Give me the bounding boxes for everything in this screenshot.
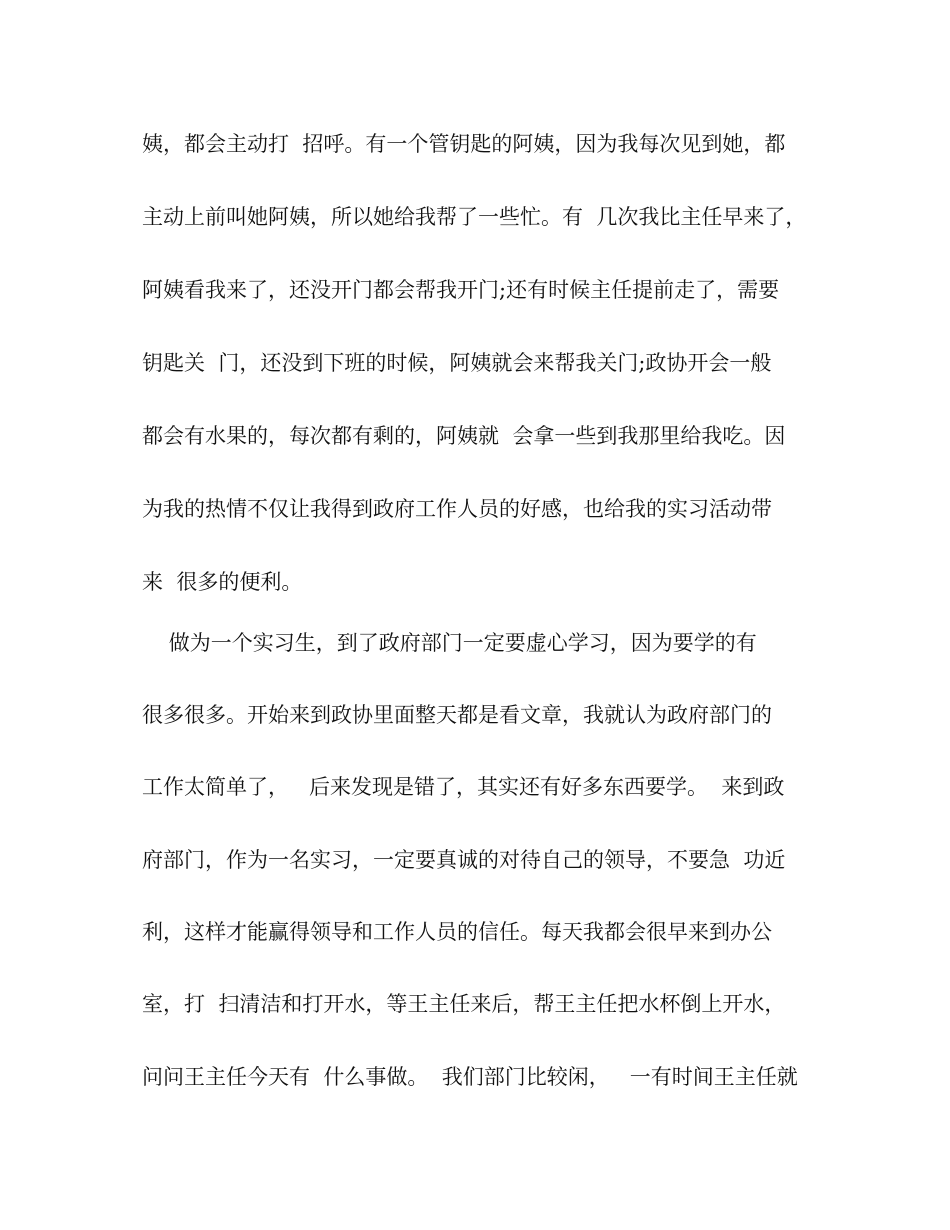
- text-line: 来 很多的便利。: [142, 570, 303, 594]
- text-line: 主动上前叫她阿姨，所以她给我帮了一些忙。有 几次我比主任早来了，: [142, 205, 807, 229]
- text-line: 钥匙关 门，还没到下班的时候，阿姨就会来帮我关门;政协开会一般: [142, 351, 772, 375]
- text-line: 府部门，作为一名实习，一定要真诚的对待自己的领导，不要急 功近: [142, 848, 786, 872]
- text-line: 为我的热情不仅让我得到政府工作人员的好感，也给我的实习活动带: [142, 497, 772, 521]
- text-line: 工作太简单了， 后来发现是错了，其实还有好多东西要学。 来到政: [142, 775, 785, 799]
- text-line: 很多很多。开始来到政协里面整天都是看文章，我就认为政府部门的: [142, 703, 772, 727]
- text-line: 利，这样才能赢得领导和工作人员的信任。每天我都会很早来到办公: [142, 920, 772, 944]
- text-line: 做为一个实习生，到了政府部门一定要虚心学习，因为要学的有: [142, 631, 757, 655]
- text-line: 都会有水果的，每次都有剩的，阿姨就 会拿一些到我那里给我吃。因: [142, 424, 786, 448]
- text-line: 问问王主任今天有 什么事做。 我们部门比较闲， 一有时间王主任就: [142, 1065, 798, 1089]
- text-line: 阿姨看我来了，还没开门都会帮我开门;还有时候主任提前走了，需要: [142, 278, 780, 302]
- text-line: 姨，都会主动打 招呼。有一个管钥匙的阿姨，因为我每次见到她，都: [142, 132, 786, 156]
- text-line: 室，打 扫清洁和打开水，等王主任来后，帮王主任把水杯倒上开水，: [142, 992, 786, 1016]
